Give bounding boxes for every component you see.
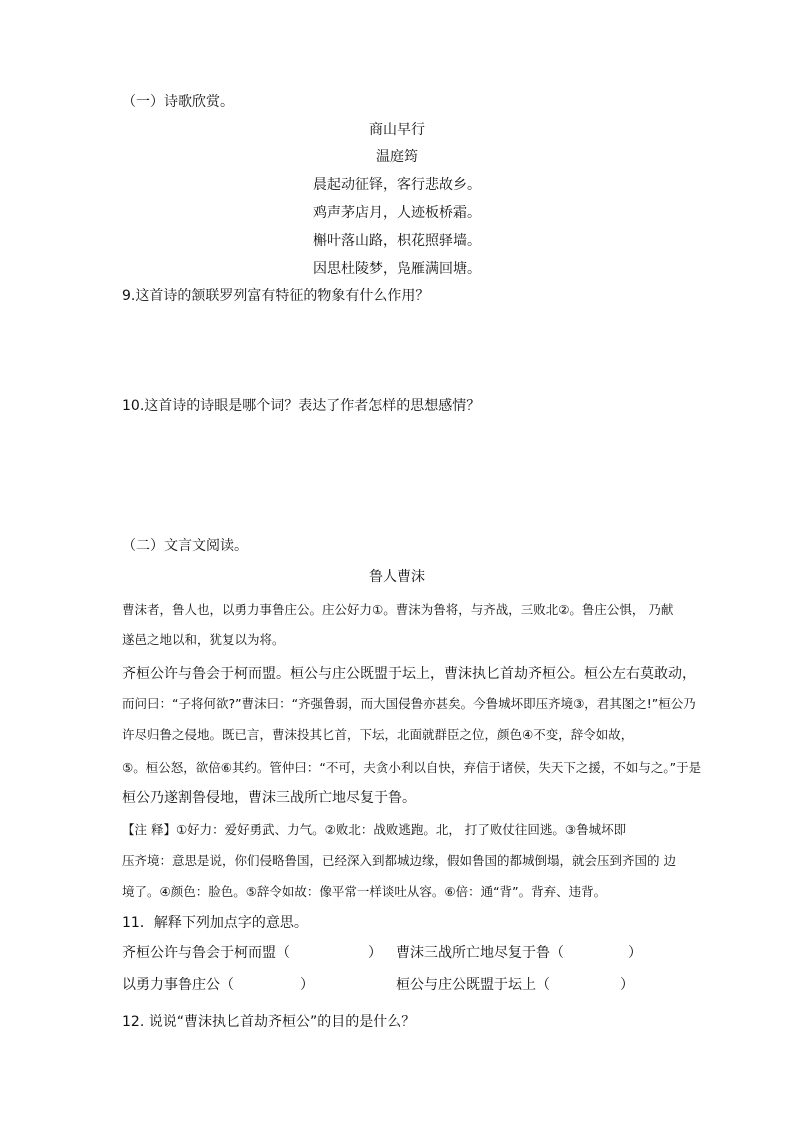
q11-item-2-close: ） — [628, 945, 642, 961]
q11-item-4-open: 桓公与庄公既盟于坛上（ — [396, 977, 550, 993]
notes-line3: 境了。④颜色：脸色。⑤辞令如故：像平常一样谈吐从容。⑥倍：通“背”。背弃、违背。 — [122, 884, 607, 899]
passage-para2-line5: 桓公乃遂割鲁侵地，曹沫三战所亡地尽复于鲁。 — [122, 790, 416, 806]
passage-para2-line4: ⑤。桓公怒，欲倍⑥其约。管仲曰：“不可，夫贪小利以自快，弃信于诸侯，失天下之援，不如与之。”于是 — [122, 760, 702, 775]
passage-para2-line2: 而问曰：“子将何欲?”曹沫曰：“齐强鲁弱，而大国侵鲁亦甚矣。今鲁城坏即压齐境③，君其图之!”桓公乃 — [122, 696, 696, 711]
passage-title: 鲁人曹沫 — [369, 569, 425, 585]
poem-author: 温庭筠 — [376, 149, 418, 165]
poem-title: 商山早行 — [369, 122, 425, 138]
question-10: 10.这首诗的诗眼是哪个词？表达了作者怎样的思想感情？ — [122, 398, 481, 414]
q11-item-2-open: 曹沫三战所亡地尽复于鲁（ — [396, 945, 564, 961]
passage-para1-line2: 遂邑之地以和，犹复以为将。 — [122, 632, 285, 647]
q11-item-3-close: ） — [300, 977, 314, 993]
q11-item-4-close: ） — [620, 977, 634, 993]
notes-line2: 压齐境：意思是说，你们侵略鲁国，已经深入到都城边缘，假如鲁国的都城倒塌，就会压到齐国的 边 — [122, 853, 676, 868]
notes-line1: 【注 释】①好力：爱好勇武、力气。②败北：战败逃跑。北， 打了败仗往回逃。③鲁城坏即 — [122, 822, 627, 837]
question-12: 12. 说说“曹沫执匕首劫齐桓公”的目的是什么？ — [122, 1014, 416, 1030]
poem-line-1: 晨起动征铎，客行悲故乡。 — [313, 177, 481, 193]
passage-para2-line3: 许尽归鲁之侵地。既已言，曹沫投其匕首，下坛，北面就群臣之位，颜色④不变，辞令如故， — [122, 727, 634, 742]
poem-line-3: 槲叶落山路，枳花照驿墙。 — [313, 233, 481, 249]
poem-line-2: 鸡声茅店月，人迹板桥霜。 — [313, 205, 481, 221]
question-9: 9.这首诗的颔联罗列富有特征的物象有什么作用？ — [122, 288, 430, 304]
q11-item-3-open: 以勇力事鲁庄公（ — [122, 977, 234, 993]
poem-line-4: 因思杜陵梦，凫雁满回塘。 — [313, 261, 481, 277]
passage-para1-line1: 曹沫者，鲁人也，以勇力事鲁庄公。庄公好力①。曹沫为鲁将，与齐战，三败北②。鲁庄公惧， 乃献 — [122, 602, 674, 617]
section1-heading: （一）诗歌欣赏。 — [122, 94, 234, 110]
q11-item-1-open: 齐桓公许与鲁会于柯而盟（ — [122, 945, 290, 961]
section2-heading: （二）文言文阅读。 — [122, 538, 248, 554]
q11-item-1-close: ） — [368, 945, 382, 961]
question-11: 11．解释下列加点字的意思。 — [122, 915, 308, 931]
passage-para2-line1: 齐桓公许与鲁会于柯而盟。桓公与庄公既盟于坛上，曹沫执匕首劫齐桓公。桓公左右莫敢动， — [122, 666, 696, 682]
